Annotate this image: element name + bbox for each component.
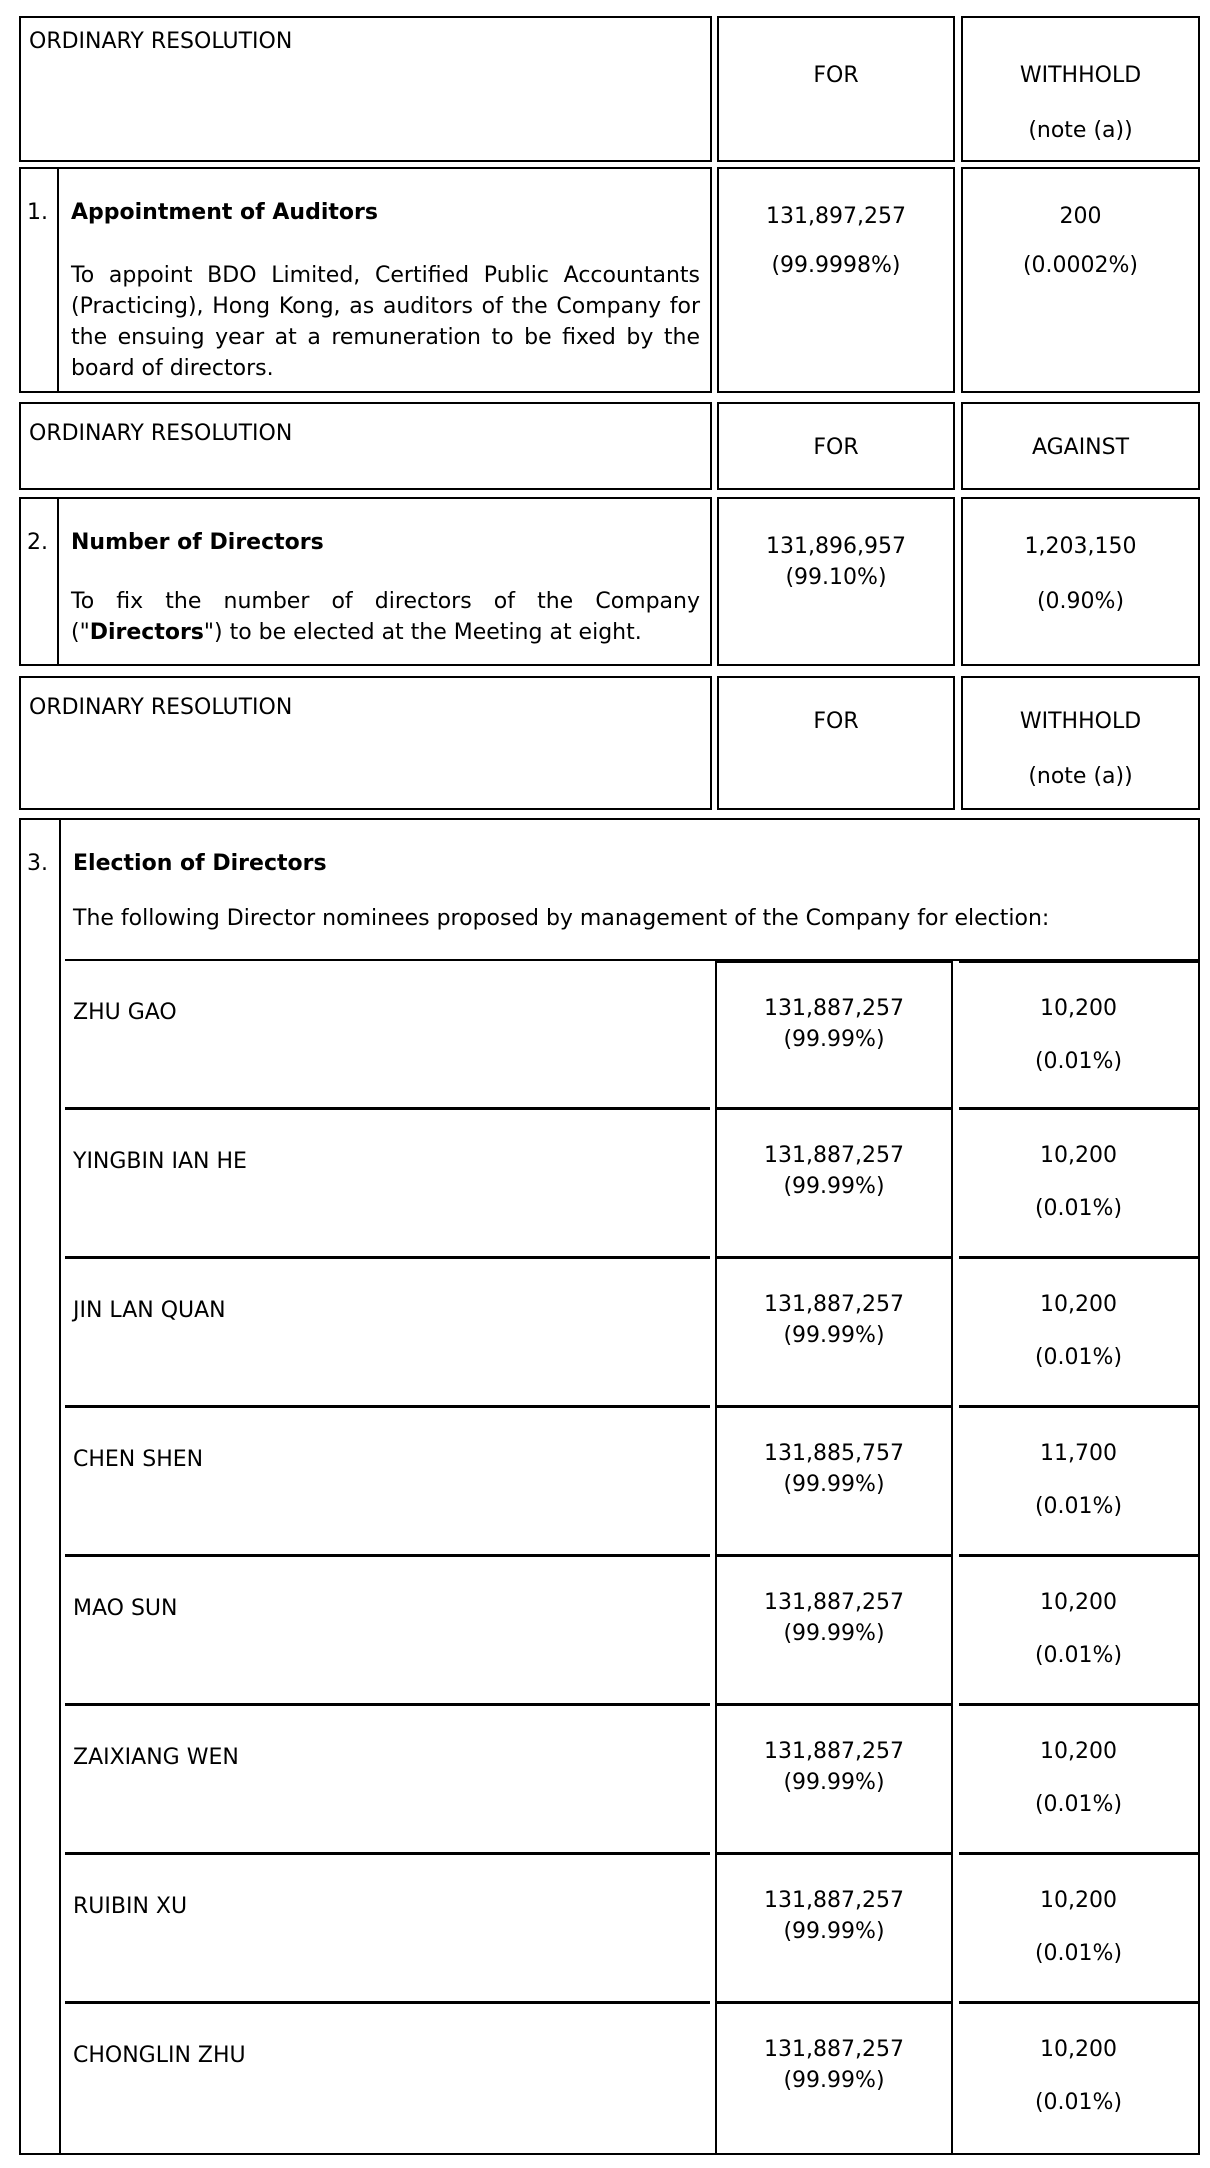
resolution-2-against-cell — [961, 497, 1200, 666]
nominee-withhold-votes: 10,200 — [1040, 1292, 1117, 1317]
resolution-2-body-bold: Directors — [89, 620, 204, 645]
resolution-2-for-votes: 131,896,957 — [766, 534, 906, 559]
nominee-name: JIN LAN QUAN — [65, 1259, 710, 1408]
nominee-for-cell — [715, 1557, 953, 1706]
nominee-withhold-pct: (0.01%) — [1034, 1345, 1123, 1370]
nominee-for-votes: 131,887,257 — [764, 2037, 904, 2062]
nominee-for-pct: (99.99%) — [783, 1770, 885, 1795]
nominee-withhold-votes: 11,700 — [1040, 1441, 1117, 1466]
withhold-note: (note (a)) — [1028, 764, 1133, 789]
nominee-name: CHEN SHEN — [65, 1408, 710, 1557]
resolution-2-for-cell — [717, 497, 955, 666]
header-for-label: FOR — [717, 16, 955, 162]
nominee-for-cell — [715, 1110, 953, 1259]
voting-results-table — [19, 16, 1200, 2155]
nominee-name: MAO SUN — [65, 1557, 710, 1706]
resolution-3-description — [65, 820, 1198, 961]
nominee-row — [65, 1706, 1198, 1855]
nominee-for-cell — [715, 1408, 953, 1557]
header-against-label: AGAINST — [961, 402, 1200, 490]
nominee-name: ZAIXIANG WEN — [65, 1706, 710, 1855]
nominee-withhold-cell — [959, 1259, 1198, 1408]
nominee-for-cell — [715, 1259, 953, 1408]
nominee-withhold-pct: (0.01%) — [1034, 1196, 1123, 1221]
header-withhold-label — [961, 676, 1200, 810]
nominee-withhold-pct: (0.01%) — [1034, 1494, 1123, 1519]
nominee-for-pct: (99.99%) — [783, 1472, 885, 1497]
nominee-withhold-pct: (0.01%) — [1034, 1643, 1123, 1668]
resolution-3-intro: The following Director nominees proposed by management of the Company for election: — [73, 906, 1050, 931]
resolution-2-number: 2. — [21, 499, 59, 664]
header-for-label: FOR — [717, 402, 955, 490]
nominee-for-votes: 131,887,257 — [764, 1590, 904, 1615]
nominee-withhold-cell — [959, 1855, 1198, 2004]
nominee-rows — [21, 961, 1198, 2153]
resolution-1-for-votes: 131,897,257 — [766, 204, 906, 229]
number-column-divider — [59, 820, 61, 2153]
header-row-1 — [19, 16, 1200, 162]
resolution-1-withhold-cell — [961, 167, 1200, 393]
resolution-1-withhold-votes: 200 — [1059, 204, 1102, 229]
nominee-withhold-votes: 10,200 — [1040, 1739, 1117, 1764]
nominee-name: ZHU GAO — [65, 961, 710, 1110]
nominee-withhold-votes: 10,200 — [1040, 1888, 1117, 1913]
resolution-1-for-pct: (99.9998%) — [771, 253, 901, 278]
resolution-3-header — [21, 820, 1198, 961]
nominee-row — [65, 1259, 1198, 1408]
nominee-for-votes: 131,887,257 — [764, 996, 904, 1021]
nominee-for-cell — [715, 1855, 953, 2004]
header-row-2 — [19, 402, 1200, 490]
resolution-2-description — [59, 499, 710, 664]
nominee-name: RUIBIN XU — [65, 1855, 710, 2004]
nominee-name: YINGBIN IAN HE — [65, 1110, 710, 1259]
header-resolution-label: ORDINARY RESOLUTION — [19, 676, 712, 810]
nominee-for-pct: (99.99%) — [783, 1919, 885, 1944]
resolution-1-withhold-pct: (0.0002%) — [1022, 253, 1139, 278]
nominee-withhold-cell — [959, 1408, 1198, 1557]
nominee-for-pct: (99.99%) — [783, 2068, 885, 2093]
nominee-for-cell — [715, 1706, 953, 1855]
nominee-withhold-pct: (0.01%) — [1034, 1792, 1123, 1817]
resolution-1-title: Appointment of Auditors — [71, 200, 378, 225]
nominee-withhold-cell — [959, 2004, 1198, 2153]
resolution-1-description — [59, 169, 710, 391]
withhold-note: (note (a)) — [1028, 118, 1133, 143]
resolution-2-against-pct: (0.90%) — [1036, 589, 1125, 614]
resolution-row-1 — [19, 167, 1200, 393]
nominee-row — [65, 1110, 1198, 1259]
nominee-withhold-votes: 10,200 — [1040, 996, 1117, 1021]
nominee-row — [65, 2004, 1198, 2153]
nominee-row — [65, 1557, 1198, 1706]
withhold-label-text: WITHHOLD — [1019, 63, 1142, 88]
header-resolution-label: ORDINARY RESOLUTION — [19, 402, 712, 490]
header-row-3 — [19, 676, 1200, 810]
nominee-for-pct: (99.99%) — [783, 1621, 885, 1646]
nominee-withhold-pct: (0.01%) — [1034, 1941, 1123, 1966]
header-withhold-label — [961, 16, 1200, 162]
nominee-withhold-cell — [959, 961, 1198, 1110]
nominee-withhold-votes: 10,200 — [1040, 2037, 1117, 2062]
nominee-for-votes: 131,885,757 — [764, 1441, 904, 1466]
nominee-for-votes: 131,887,257 — [764, 1292, 904, 1317]
nominee-withhold-votes: 10,200 — [1040, 1590, 1117, 1615]
resolution-2-for-pct: (99.10%) — [785, 565, 887, 590]
nominee-for-votes: 131,887,257 — [764, 1739, 904, 1764]
nominee-for-cell — [715, 2004, 953, 2153]
nominee-row — [65, 961, 1198, 1110]
nominee-row — [65, 1855, 1198, 2004]
resolution-2-description-cell — [19, 497, 712, 666]
resolution-3-number: 3. — [27, 851, 48, 876]
nominee-for-votes: 131,887,257 — [764, 1888, 904, 1913]
resolution-1-for-cell — [717, 167, 955, 393]
header-resolution-label: ORDINARY RESOLUTION — [19, 16, 712, 162]
resolution-2-body: To fix the number of directors of the Company ("Directors") to be elected at the Meeting at eight. — [71, 589, 700, 645]
resolution-row-2 — [19, 497, 1200, 666]
resolution-2-title: Number of Directors — [71, 530, 324, 555]
withhold-label-text: WITHHOLD — [1019, 709, 1142, 734]
resolution-1-body: To appoint BDO Limited, Certified Public Accountants (Practicing), Hong Kong, as auditors of the Company for the ensuing year at a remuneration to be fixed by the board of directors. — [71, 263, 700, 381]
header-for-label: FOR — [717, 676, 955, 810]
nominee-for-pct: (99.99%) — [783, 1174, 885, 1199]
resolution-1-number: 1. — [21, 169, 59, 391]
resolution-1-description-cell — [19, 167, 712, 393]
nominee-withhold-votes: 10,200 — [1040, 1143, 1117, 1168]
nominee-for-cell — [715, 961, 953, 1110]
nominee-row — [65, 1408, 1198, 1557]
nominee-name: CHONGLIN ZHU — [73, 2043, 246, 2068]
nominee-withhold-cell — [959, 1557, 1198, 1706]
nominee-withhold-pct: (0.01%) — [1034, 1049, 1123, 1074]
nominee-withhold-cell — [959, 1706, 1198, 1855]
nominee-for-pct: (99.99%) — [783, 1323, 885, 1348]
resolution-row-3 — [19, 818, 1200, 2155]
resolution-2-against-votes: 1,203,150 — [1024, 534, 1137, 559]
nominee-for-votes: 131,887,257 — [764, 1143, 904, 1168]
resolution-3-title: Election of Directors — [73, 851, 327, 876]
nominee-withhold-cell — [959, 1110, 1198, 1259]
nominee-for-pct: (99.99%) — [783, 1027, 885, 1052]
nominee-withhold-pct: (0.01%) — [1034, 2090, 1123, 2115]
